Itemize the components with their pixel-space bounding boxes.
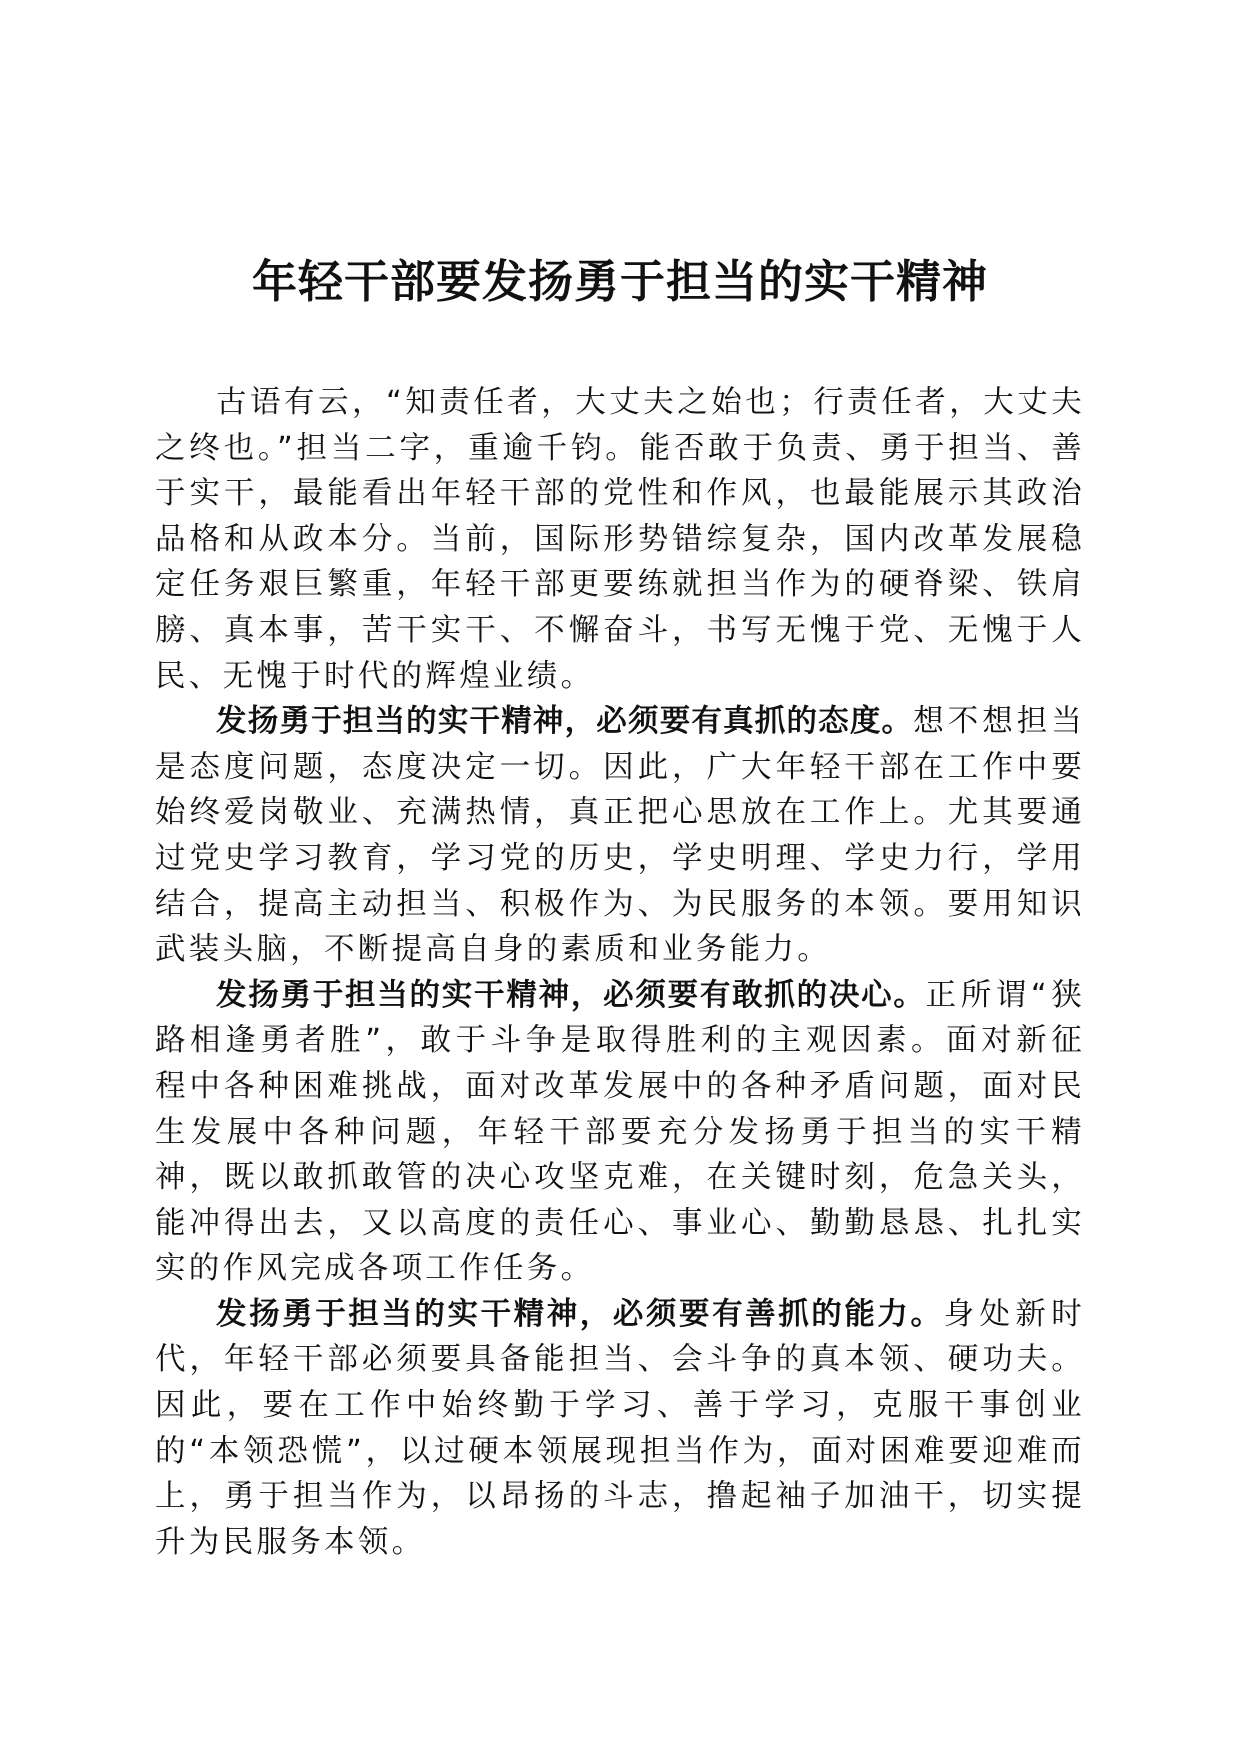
- paragraph-determination: [155, 973, 1085, 1292]
- paragraph-lead: 发扬勇于担当的实干精神，必须要有真抓的态度。: [216, 704, 914, 740]
- document-body: [155, 380, 1085, 1565]
- paragraph-lead: 发扬勇于担当的实干精神，必须要有敢抓的决心。: [216, 977, 926, 1013]
- paragraph-text: 古语有云，“知责任者，大丈夫之始也；行责任者，大丈夫之终也。”担当二字，重逾千钧。能否敢于负责、勇于担当、善于实干，最能看出年轻干部的党性和作风，也最能展示其政治品格和从政本分。当前，国际形势错综复杂，国内改革发展稳定任务艰巨繁重，年轻干部更要练就担当作为的硬脊梁、铁肩膀、真本事，苦干实干、不懈奋斗，书写无愧于党、无愧于人民、无愧于时代的辉煌业绩。: [155, 385, 1085, 694]
- paragraph-text: 想不想担当是态度问题，态度决定一切。因此，广大年轻干部在工作中要始终爱岗敬业、充满热情，真正把心思放在工作上。尤其要通过党史学习教育，学习党的历史，学史明理、学史力行，学用结合，提高主动担当、积极作为、为民服务的本领。要用知识武装头脑，不断提高自身的素质和业务能力。: [155, 704, 1086, 968]
- paragraph-attitude: [155, 699, 1085, 973]
- paragraph-text: 正所谓“狭路相逢勇者胜”，敢于斗争是取得胜利的主观因素。面对新征程中各种困难挑战，面对改革发展中的各种矛盾问题，面对民生发展中各种问题，年轻干部要充分发扬勇于担当的实干精神，既以敢抓敢管的决心攻坚克难，在关键时刻，危急关头，能冲得出去，又以高度的责任心、事业心、勤勤恳恳、扎扎实实的作风完成各项工作任务。: [155, 977, 1086, 1287]
- paragraph-ability: [155, 1292, 1085, 1566]
- paragraph-lead: 发扬勇于担当的实干精神，必须要有善抓的能力。: [216, 1296, 944, 1332]
- document-title: 年轻干部要发扬勇于担当的实干精神: [251, 255, 988, 308]
- paragraph-text: 身处新时代，年轻干部必须要具备能担当、会斗争的真本领、硬功夫。因此，要在工作中始终勤于学习、善于学习，克服干事创业的“本领恐慌”，以过硬本领展现担当作为，面对困难要迎难而上，勇于担当作为，以昂扬的斗志，撸起袖子加油干，切实提升为民服务本领。: [155, 1296, 1086, 1560]
- paragraph-intro: [155, 380, 1085, 699]
